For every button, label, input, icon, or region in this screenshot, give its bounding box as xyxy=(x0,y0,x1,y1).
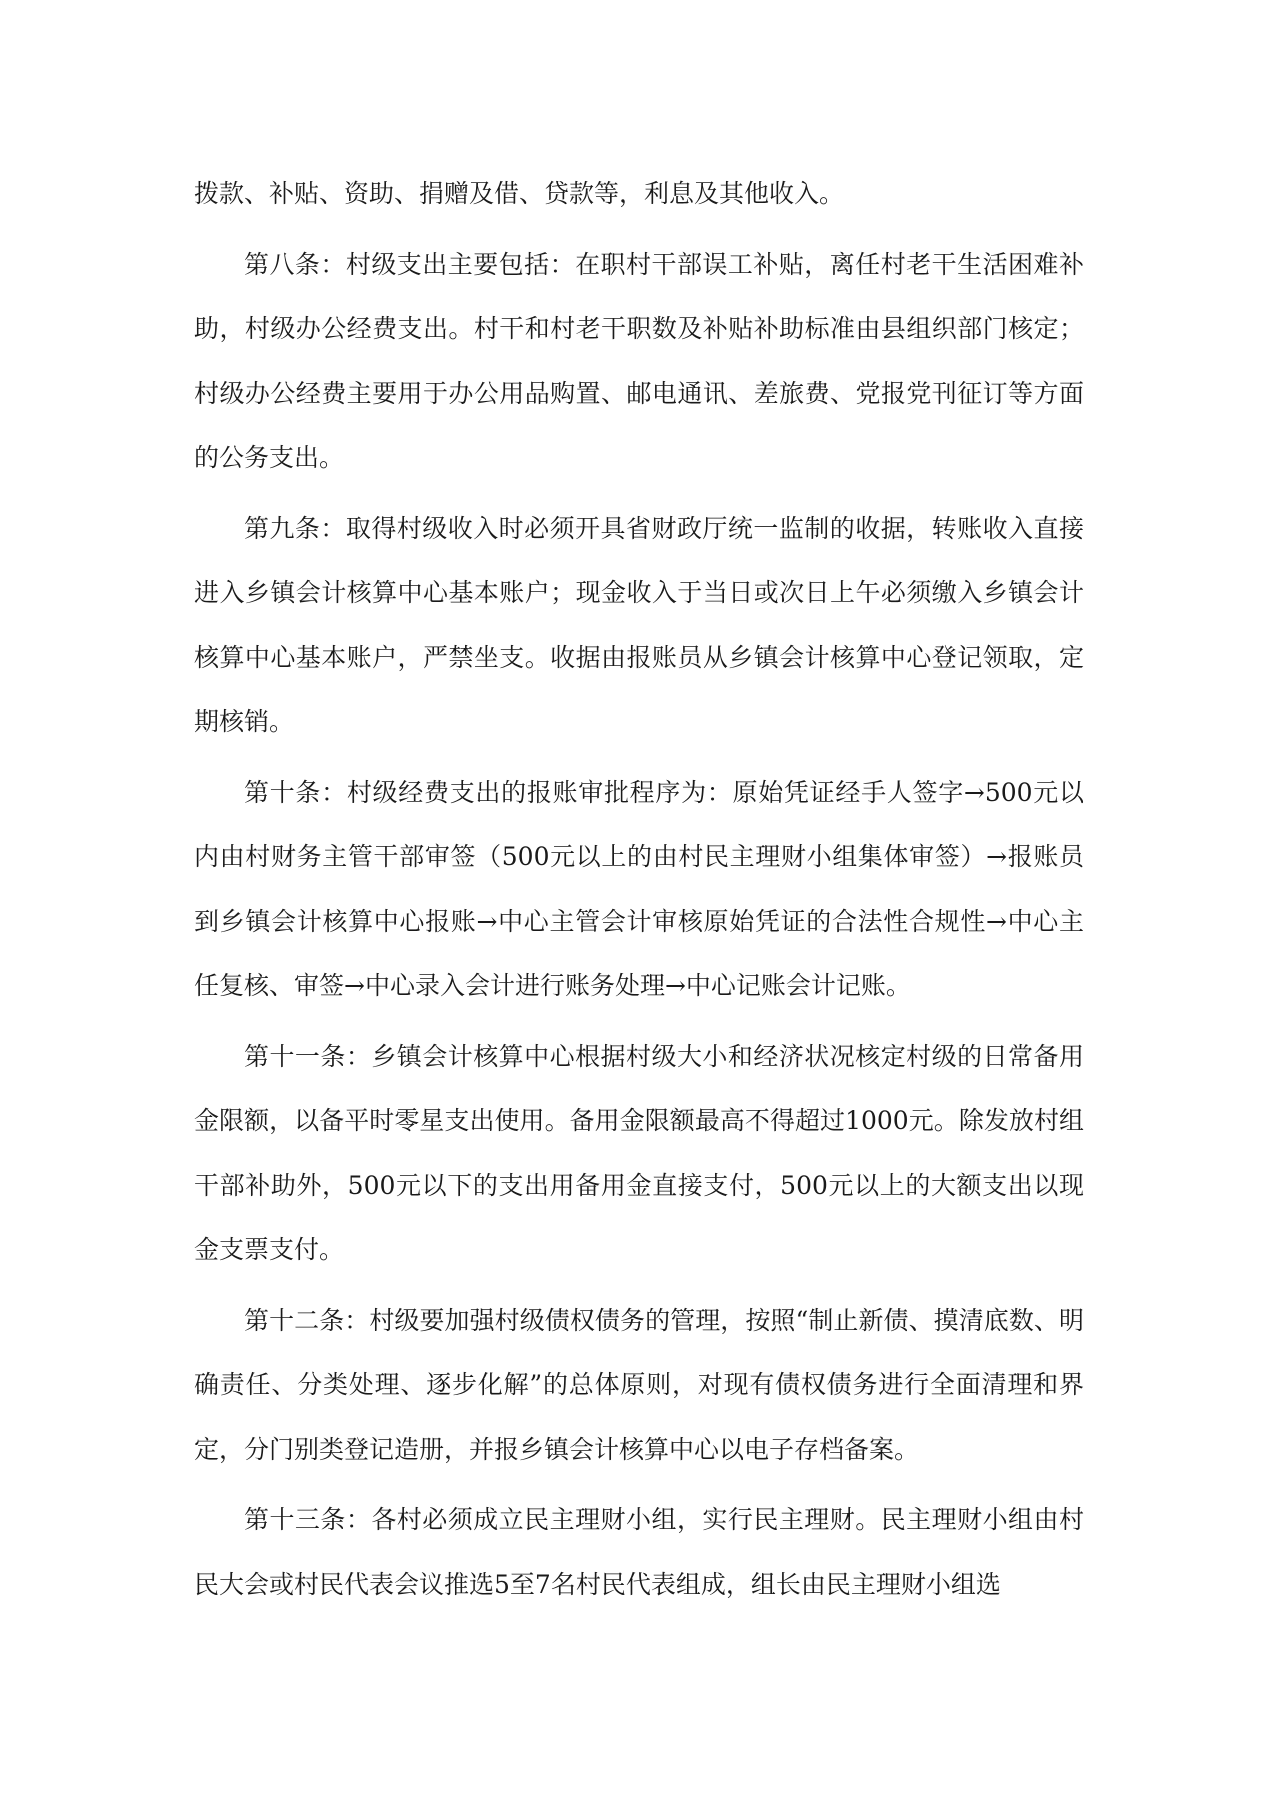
paragraph-article-10: 第十条：村级经费支出的报账审批程序为：原始凭证经手人签字→500元以内由村财务主管干部审签（500元以上的由村民主理财小组集体审签）→报账员到乡镇会计核算中心报账→中心主管会计审核原始凭证的合法性合规性→中心主任复核、审签→中心录入会计进行账务处理→中心记账会计记账。 xyxy=(194,777,1084,1000)
paragraph-article-11: 第十一条：乡镇会计核算中心根据村级大小和经济状况核定村级的日常备用金限额，以备平时零星支出使用。备用金限额最高不得超过1000元。除发放村组干部补助外，500元以下的支出用备用金直接支付，500元以上的大额支出以现金支票支付。 xyxy=(194,1041,1084,1264)
paragraph-continuation: 拨款、补贴、资助、捐赠及借、贷款等，利息及其他收入。 xyxy=(194,179,845,208)
paragraph-article-13: 第十三条：各村必须成立民主理财小组，实行民主理财。民主理财小组由村民大会或村民代表会议推选5至7名村民代表组成，组长由民主理财小组选 xyxy=(194,1505,1084,1599)
paragraph-article-8: 第八条：村级支出主要包括：在职村干部误工补贴，离任村老干生活困难补助，村级办公经费支出。村干和村老干职数及补贴补助标准由县组织部门核定；村级办公经费主要用于办公用品购置、邮电通讯、差旅费、党报党刊征订等方面的公务支出。 xyxy=(194,249,1084,472)
paragraph-article-12: 第十二条：村级要加强村级债权债务的管理，按照“制止新债、摸清底数、明确责任、分类处理、逐步化解”的总体原则，对现有债权债务进行全面清理和界定，分门别类登记造册，并报乡镇会计核算中心以电子存档备案。 xyxy=(194,1305,1084,1464)
document-body xyxy=(194,162,1084,1623)
paragraph-article-9: 第九条：取得村级收入时必须开具省财政厅统一监制的收据，转账收入直接进入乡镇会计核算中心基本账户；现金收入于当日或次日上午必须缴入乡镇会计核算中心基本账户，严禁坐支。收据由报账员从乡镇会计核算中心登记领取，定期核销。 xyxy=(194,513,1084,736)
